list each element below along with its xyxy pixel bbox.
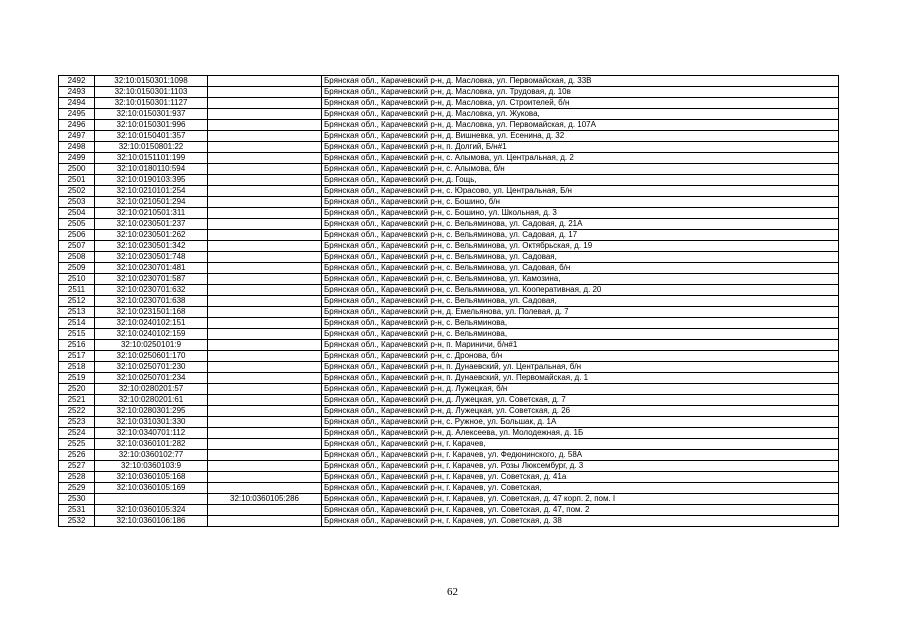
address-cell: Брянская обл., Карачевский р-н, с. Вельяминова, ул. Садовая,: [322, 296, 839, 307]
address-cell: Брянская обл., Карачевский р-н, г. Карачев, ул. Советская, д. 47 корп. 2, пом. I: [322, 494, 839, 505]
table-row: [59, 417, 839, 428]
address-cell: Брянская обл., Карачевский р-н, г. Карачев, ул. Розы Люксембург, д. 3: [322, 461, 839, 472]
address-cell: Брянская обл., Карачевский р-н, с. Ружное, ул. Большак, д. 1А: [322, 417, 839, 428]
table-row: [59, 263, 839, 274]
cadastral-number-cell: 32:10:0280201:61: [95, 395, 208, 406]
row-number-cell: 2515: [59, 329, 95, 340]
address-cell: Брянская обл., Карачевский р-н, д. Вишневка, ул. Есенина, д. 32: [322, 131, 839, 142]
table-row: [59, 307, 839, 318]
table-row: [59, 175, 839, 186]
table-row: [59, 186, 839, 197]
row-number-cell: 2499: [59, 153, 95, 164]
building-cadastral-number-cell: [208, 439, 322, 450]
address-cell: Брянская обл., Карачевский р-н, д. Емельянова, ул. Полевая, д. 7: [322, 307, 839, 318]
row-number-cell: 2528: [59, 472, 95, 483]
row-number-cell: 2513: [59, 307, 95, 318]
table-row: [59, 439, 839, 450]
table-row: [59, 428, 839, 439]
cadastral-number-cell: 32:10:0230501:342: [95, 241, 208, 252]
cadastral-number-cell: 32:10:0150401:357: [95, 131, 208, 142]
row-number-cell: 2502: [59, 186, 95, 197]
address-cell: Брянская обл., Карачевский р-н, д. Лужецкая, ул. Советская, д. 7: [322, 395, 839, 406]
address-cell: Брянская обл., Карачевский р-н, д. Гощь,: [322, 175, 839, 186]
row-number-cell: 2501: [59, 175, 95, 186]
cadastral-number-cell: 32:10:0310301:330: [95, 417, 208, 428]
cadastral-number-cell: 32:10:0230701:481: [95, 263, 208, 274]
building-cadastral-number-cell: [208, 461, 322, 472]
row-number-cell: 2512: [59, 296, 95, 307]
row-number-cell: 2509: [59, 263, 95, 274]
address-cell: Брянская обл., Карачевский р-н, п. Дунаевский, ул. Первомайская, д. 1: [322, 373, 839, 384]
building-cadastral-number-cell: [208, 98, 322, 109]
cadastral-number-cell: 32:10:0150301:996: [95, 120, 208, 131]
building-cadastral-number-cell: [208, 472, 322, 483]
cadastral-number-cell: 32:10:0230701:638: [95, 296, 208, 307]
table-row: [59, 219, 839, 230]
building-cadastral-number-cell: [208, 142, 322, 153]
building-cadastral-number-cell: [208, 285, 322, 296]
row-number-cell: 2519: [59, 373, 95, 384]
table-row: [59, 516, 839, 527]
cadastral-number-cell: 32:10:0230701:632: [95, 285, 208, 296]
address-cell: Брянская обл., Карачевский р-н, д. Масловка, ул. Первомайская, д. 107А: [322, 120, 839, 131]
registry-table: [58, 75, 839, 527]
building-cadastral-number-cell: [208, 318, 322, 329]
building-cadastral-number-cell: [208, 340, 322, 351]
building-cadastral-number-cell: [208, 175, 322, 186]
address-cell: Брянская обл., Карачевский р-н, п. Мариничи, б/н#1: [322, 340, 839, 351]
address-cell: Брянская обл., Карачевский р-н, г. Карачев, ул. Советская, д. 38: [322, 516, 839, 527]
row-number-cell: 2492: [59, 76, 95, 87]
table-row: [59, 461, 839, 472]
cadastral-number-cell: 32:10:0360103:9: [95, 461, 208, 472]
table-row: [59, 395, 839, 406]
building-cadastral-number-cell: [208, 307, 322, 318]
table-row: [59, 494, 839, 505]
cadastral-number-cell: 32:10:0150301:937: [95, 109, 208, 120]
building-cadastral-number-cell: [208, 373, 322, 384]
address-cell: Брянская обл., Карачевский р-н, п. Долгий, Б/н#1: [322, 142, 839, 153]
cadastral-number-cell: 32:10:0360105:169: [95, 483, 208, 494]
building-cadastral-number-cell: [208, 296, 322, 307]
building-cadastral-number-cell: [208, 230, 322, 241]
cadastral-number-cell: 32:10:0240102:159: [95, 329, 208, 340]
building-cadastral-number-cell: [208, 384, 322, 395]
building-cadastral-number-cell: 32:10:0360105:286: [208, 494, 322, 505]
row-number-cell: 2517: [59, 351, 95, 362]
cadastral-number-cell: 32:10:0360106:186: [95, 516, 208, 527]
cadastral-number-cell: 32:10:0150801:22: [95, 142, 208, 153]
address-cell: Брянская обл., Карачевский р-н, д. Масловка, ул. Жукова,: [322, 109, 839, 120]
cadastral-number-cell: 32:10:0360102:77: [95, 450, 208, 461]
cadastral-number-cell: 32:10:0360101:282: [95, 439, 208, 450]
address-cell: Брянская обл., Карачевский р-н, с. Вельяминова, ул. Октябрьская, д. 19: [322, 241, 839, 252]
cadastral-number-cell: 32:10:0210101:254: [95, 186, 208, 197]
cadastral-number-cell: 32:10:0150301:1103: [95, 87, 208, 98]
building-cadastral-number-cell: [208, 395, 322, 406]
address-cell: Брянская обл., Карачевский р-н, с. Алымова, ул. Центральная, д. 2: [322, 153, 839, 164]
building-cadastral-number-cell: [208, 417, 322, 428]
address-cell: Брянская обл., Карачевский р-н, п. Дунаевский, ул. Центральная, б/н: [322, 362, 839, 373]
table-row: [59, 230, 839, 241]
row-number-cell: 2527: [59, 461, 95, 472]
registry-table-body: [59, 76, 839, 527]
building-cadastral-number-cell: [208, 351, 322, 362]
row-number-cell: 2505: [59, 219, 95, 230]
address-cell: Брянская обл., Карачевский р-н, г. Карачев, ул. Советская, д. 41а: [322, 472, 839, 483]
row-number-cell: 2497: [59, 131, 95, 142]
address-cell: Брянская обл., Карачевский р-н, с. Алымова, б/н: [322, 164, 839, 175]
row-number-cell: 2521: [59, 395, 95, 406]
address-cell: Брянская обл., Карачевский р-н, с. Вельяминова,: [322, 329, 839, 340]
table-row: [59, 274, 839, 285]
address-cell: Брянская обл., Карачевский р-н, с. Юрасово, ул. Центральная, Б/н: [322, 186, 839, 197]
table-row: [59, 131, 839, 142]
table-row: [59, 329, 839, 340]
building-cadastral-number-cell: [208, 186, 322, 197]
address-cell: Брянская обл., Карачевский р-н, д. Лужецкая, ул. Советская, д. 26: [322, 406, 839, 417]
table-row: [59, 450, 839, 461]
table-row: [59, 87, 839, 98]
table-row: [59, 318, 839, 329]
cadastral-number-cell: [95, 494, 208, 505]
cadastral-number-cell: 32:10:0190103:395: [95, 175, 208, 186]
building-cadastral-number-cell: [208, 87, 322, 98]
table-row: [59, 109, 839, 120]
cadastral-number-cell: 32:10:0230701:587: [95, 274, 208, 285]
cadastral-number-cell: 32:10:0360105:324: [95, 505, 208, 516]
building-cadastral-number-cell: [208, 329, 322, 340]
cadastral-number-cell: 32:10:0150301:1127: [95, 98, 208, 109]
building-cadastral-number-cell: [208, 153, 322, 164]
row-number-cell: 2506: [59, 230, 95, 241]
address-cell: Брянская обл., Карачевский р-н, д. Алексеева, ул. Молодежная, д. 1Б: [322, 428, 839, 439]
address-cell: Брянская обл., Карачевский р-н, с. Вельяминова, ул. Кооперативная, д. 20: [322, 285, 839, 296]
cadastral-number-cell: 32:10:0230501:748: [95, 252, 208, 263]
table-row: [59, 153, 839, 164]
building-cadastral-number-cell: [208, 505, 322, 516]
table-row: [59, 241, 839, 252]
address-cell: Брянская обл., Карачевский р-н, с. Бошино, ул. Школьная, д. 3: [322, 208, 839, 219]
row-number-cell: 2511: [59, 285, 95, 296]
row-number-cell: 2500: [59, 164, 95, 175]
table-row: [59, 98, 839, 109]
page-number: 62: [447, 586, 458, 598]
building-cadastral-number-cell: [208, 362, 322, 373]
cadastral-number-cell: 32:10:0230501:237: [95, 219, 208, 230]
row-number-cell: 2493: [59, 87, 95, 98]
building-cadastral-number-cell: [208, 252, 322, 263]
row-number-cell: 2508: [59, 252, 95, 263]
row-number-cell: 2530: [59, 494, 95, 505]
building-cadastral-number-cell: [208, 274, 322, 285]
row-number-cell: 2514: [59, 318, 95, 329]
building-cadastral-number-cell: [208, 450, 322, 461]
cadastral-number-cell: 32:10:0360105:168: [95, 472, 208, 483]
cadastral-number-cell: 32:10:0250101:9: [95, 340, 208, 351]
cadastral-number-cell: 32:10:0180110:594: [95, 164, 208, 175]
table-row: [59, 285, 839, 296]
address-cell: Брянская обл., Карачевский р-н, г. Карачев, ул. Советская,: [322, 483, 839, 494]
address-cell: Брянская обл., Карачевский р-н, г. Карачев, ул. Федюнинского, д. 58А: [322, 450, 839, 461]
row-number-cell: 2522: [59, 406, 95, 417]
row-number-cell: 2494: [59, 98, 95, 109]
building-cadastral-number-cell: [208, 428, 322, 439]
row-number-cell: 2503: [59, 197, 95, 208]
address-cell: Брянская обл., Карачевский р-н, с. Дронова, б/н: [322, 351, 839, 362]
cadastral-number-cell: 32:10:0340701:112: [95, 428, 208, 439]
row-number-cell: 2518: [59, 362, 95, 373]
cadastral-number-cell: 32:10:0210501:294: [95, 197, 208, 208]
cadastral-number-cell: 32:10:0250701:234: [95, 373, 208, 384]
row-number-cell: 2507: [59, 241, 95, 252]
address-cell: Брянская обл., Карачевский р-н, с. Вельяминова, ул. Садовая, д. 17: [322, 230, 839, 241]
cadastral-number-cell: 32:10:0151101:199: [95, 153, 208, 164]
address-cell: Брянская обл., Карачевский р-н, с. Вельяминова, ул. Камозина,: [322, 274, 839, 285]
building-cadastral-number-cell: [208, 406, 322, 417]
table-row: [59, 252, 839, 263]
address-cell: Брянская обл., Карачевский р-н, г. Карачев,: [322, 439, 839, 450]
cadastral-number-cell: 32:10:0210501:311: [95, 208, 208, 219]
building-cadastral-number-cell: [208, 131, 322, 142]
cadastral-number-cell: 32:10:0280301:295: [95, 406, 208, 417]
row-number-cell: 2504: [59, 208, 95, 219]
table-row: [59, 164, 839, 175]
address-cell: Брянская обл., Карачевский р-н, д. Масловка, ул. Первомайская, д. 33В: [322, 76, 839, 87]
row-number-cell: 2516: [59, 340, 95, 351]
document-sheet: [58, 75, 839, 527]
building-cadastral-number-cell: [208, 241, 322, 252]
table-row: [59, 120, 839, 131]
building-cadastral-number-cell: [208, 219, 322, 230]
building-cadastral-number-cell: [208, 208, 322, 219]
row-number-cell: 2529: [59, 483, 95, 494]
table-row: [59, 296, 839, 307]
cadastral-number-cell: 32:10:0280201:57: [95, 384, 208, 395]
table-row: [59, 384, 839, 395]
address-cell: Брянская обл., Карачевский р-н, с. Вельяминова, ул. Садовая, б/н: [322, 263, 839, 274]
table-row: [59, 76, 839, 87]
table-row: [59, 208, 839, 219]
cadastral-number-cell: 32:10:0231501:168: [95, 307, 208, 318]
address-cell: Брянская обл., Карачевский р-н, г. Карачев, ул. Советская, д. 47, пом. 2: [322, 505, 839, 516]
table-row: [59, 362, 839, 373]
address-cell: Брянская обл., Карачевский р-н, д. Масловка, ул. Строителей, б/н: [322, 98, 839, 109]
building-cadastral-number-cell: [208, 76, 322, 87]
row-number-cell: 2495: [59, 109, 95, 120]
row-number-cell: 2498: [59, 142, 95, 153]
cadastral-number-cell: 32:10:0250601:170: [95, 351, 208, 362]
building-cadastral-number-cell: [208, 164, 322, 175]
building-cadastral-number-cell: [208, 483, 322, 494]
address-cell: Брянская обл., Карачевский р-н, д. Масловка, ул. Трудовая, д. 10в: [322, 87, 839, 98]
table-row: [59, 142, 839, 153]
cadastral-number-cell: 32:10:0240102:151: [95, 318, 208, 329]
building-cadastral-number-cell: [208, 197, 322, 208]
address-cell: Брянская обл., Карачевский р-н, с. Вельяминова,: [322, 318, 839, 329]
row-number-cell: 2520: [59, 384, 95, 395]
address-cell: Брянская обл., Карачевский р-н, д. Лужецкая, б/н: [322, 384, 839, 395]
row-number-cell: 2496: [59, 120, 95, 131]
table-row: [59, 373, 839, 384]
table-row: [59, 472, 839, 483]
cadastral-number-cell: 32:10:0230501:262: [95, 230, 208, 241]
row-number-cell: 2532: [59, 516, 95, 527]
row-number-cell: 2525: [59, 439, 95, 450]
table-row: [59, 483, 839, 494]
address-cell: Брянская обл., Карачевский р-н, с. Вельяминова, ул. Садовая,: [322, 252, 839, 263]
building-cadastral-number-cell: [208, 263, 322, 274]
table-row: [59, 340, 839, 351]
row-number-cell: 2531: [59, 505, 95, 516]
address-cell: Брянская обл., Карачевский р-н, с. Вельяминова, ул. Садовая, д. 21А: [322, 219, 839, 230]
cadastral-number-cell: 32:10:0250701:230: [95, 362, 208, 373]
row-number-cell: 2526: [59, 450, 95, 461]
row-number-cell: 2523: [59, 417, 95, 428]
building-cadastral-number-cell: [208, 109, 322, 120]
cadastral-number-cell: 32:10:0150301:1098: [95, 76, 208, 87]
table-row: [59, 406, 839, 417]
table-row: [59, 351, 839, 362]
address-cell: Брянская обл., Карачевский р-н, с. Бошино, б/н: [322, 197, 839, 208]
table-row: [59, 197, 839, 208]
building-cadastral-number-cell: [208, 120, 322, 131]
table-row: [59, 505, 839, 516]
building-cadastral-number-cell: [208, 516, 322, 527]
row-number-cell: 2524: [59, 428, 95, 439]
row-number-cell: 2510: [59, 274, 95, 285]
